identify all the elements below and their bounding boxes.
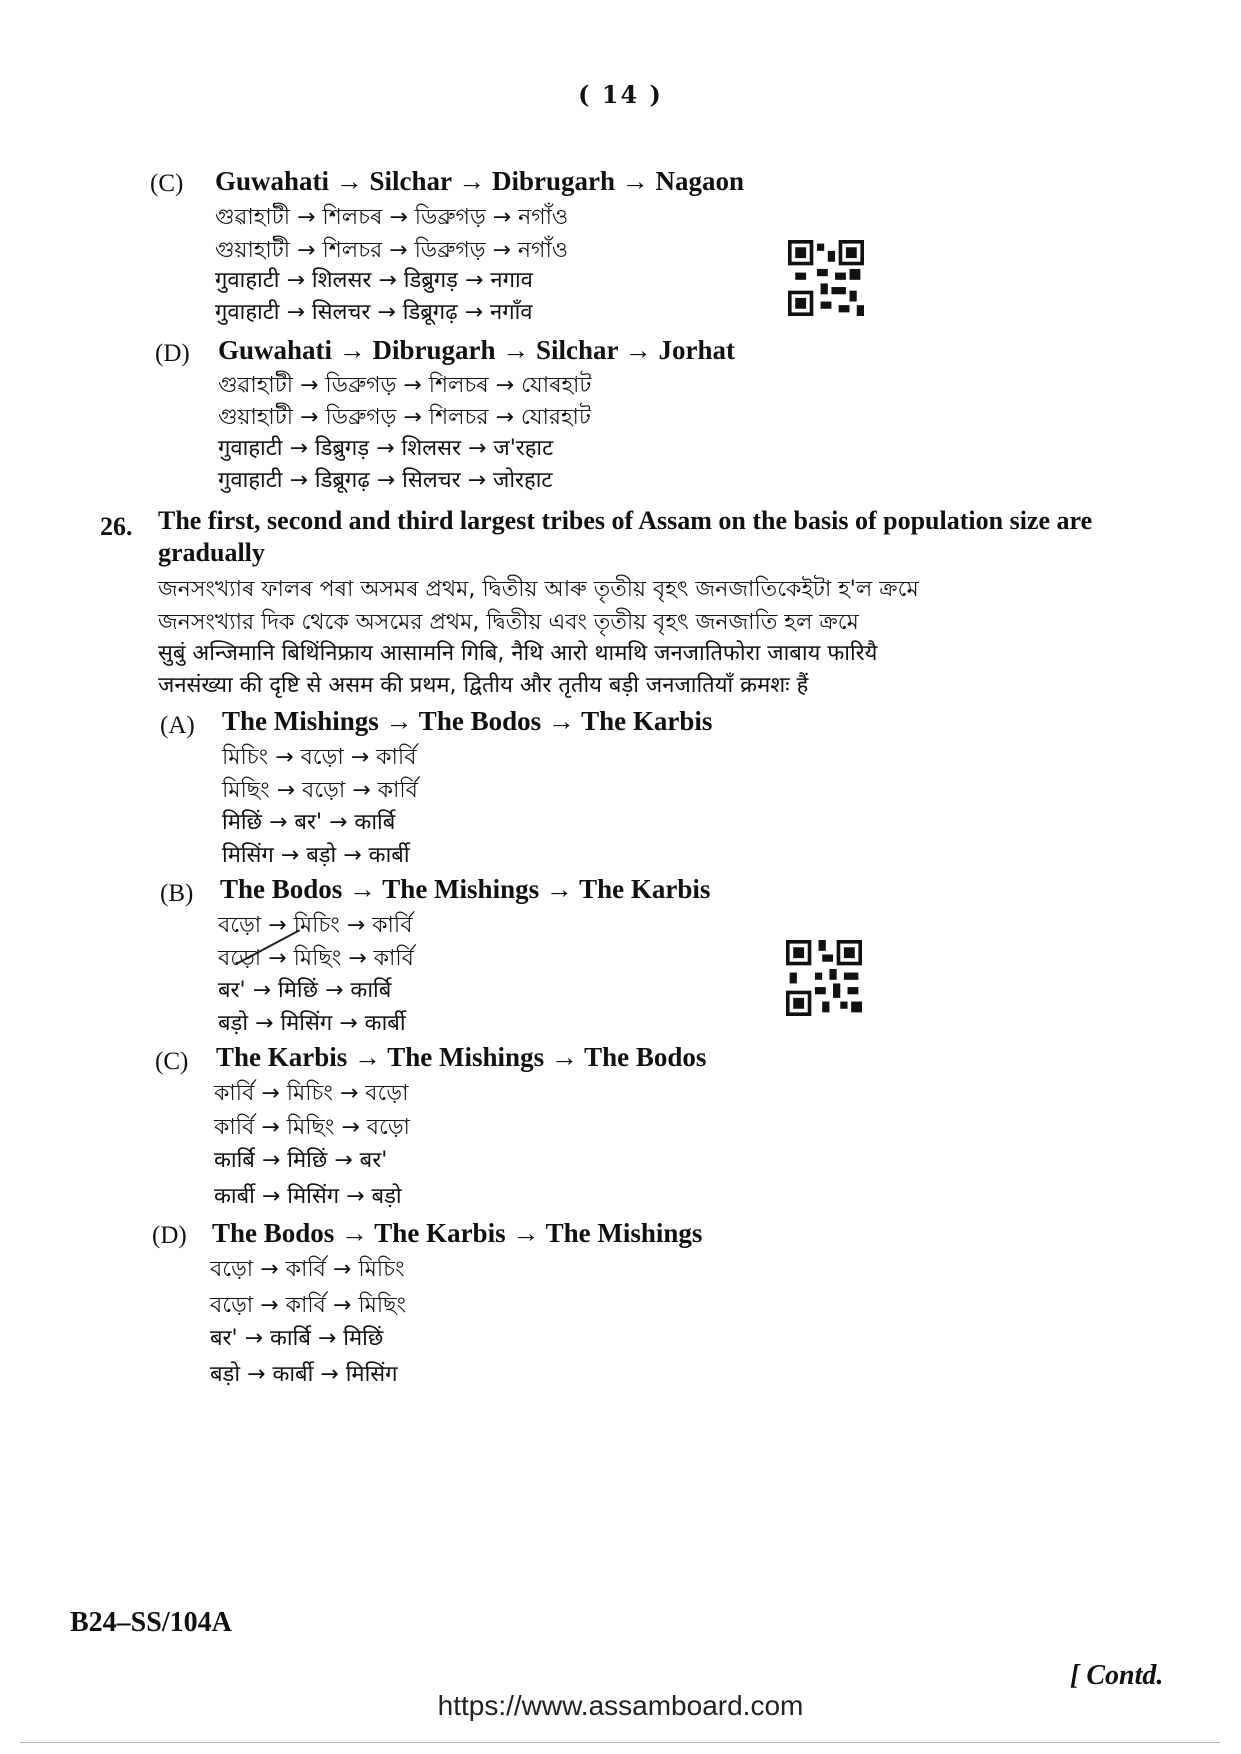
option-translation: বড়ো → মিচিং → কাৰ্বি [218, 913, 413, 938]
option-translation: कार्बि → मिछिं → बर' [214, 1148, 388, 1173]
question-translation: जनसंख्या की दृष्टि से असम की प्रथम, द्वितीय और तृतीय बड़ी जनजातियाँ क्रमशः हैं [158, 673, 809, 698]
option-translation: मिसिंग → बड़ो → कार्बी [222, 843, 410, 868]
option-translation: কার্বি → মিছিং → বড়ো [214, 1115, 410, 1140]
option-translation: बड़ो → मिसिंग → कार्बी [218, 1011, 406, 1036]
qr-code-icon [788, 240, 864, 316]
option-translation: गुवाहाटी → सिलचर → डिब्रूगढ़ → नगाँव [215, 300, 533, 325]
continued-label: [ Contd. [1070, 1660, 1164, 1691]
question-translation: জনসংখ্যাৰ ফালৰ পৰা অসমৰ প্ৰথম, দ্বিতীয় আৰু তৃতীয় বৃহৎ জনজাতিকেইটা হ'ল ক্ৰমে [158, 577, 919, 602]
option-translation: বড়ো → কাৰ্বি → মিচিং [210, 1257, 405, 1282]
option-translation: গুয়াহাটী → শিলচর → ডিব্রুগড় → নগাঁও [215, 238, 569, 263]
option-translation: মিছিং → বড়ো → কার্বি [222, 778, 418, 803]
option-english: The Bodos → The Karbis → The Mishings [212, 1218, 703, 1248]
option-label: (A) [160, 712, 195, 739]
source-url: https://www.assamboard.com [437, 1690, 804, 1721]
option-label: (D) [152, 1222, 187, 1249]
option-translation: গুৱাহাটী → শিলচৰ → ডিব্ৰুগড় → নগাঁও [215, 205, 569, 230]
option-translation: बर' → मिछिं → कार्बि [218, 978, 392, 1003]
option-translation: कार्बी → मिसिंग → बड़ो [214, 1184, 402, 1209]
question-text: The first, second and third largest tribes of Assam on the basis of population size are gradually [158, 506, 1093, 567]
page-number: ( 14 ) [578, 80, 663, 109]
option-english: The Mishings → The Bodos → The Karbis [222, 706, 713, 736]
option-translation: गुवाहाटी → डिब्रूगढ़ → सिलचर → जोरहाट [218, 468, 553, 493]
option-english: Guwahati → Silchar → Dibrugarh → Nagaon [215, 166, 745, 196]
option-translation: মিচিং → বড়ো → কাৰ্বি [222, 745, 417, 770]
question-translation: জনসংখ্যার দিক থেকে অসমের প্রথম, দ্বিতীয় এবং তৃতীয় বৃহৎ জনজাতি হল ক্রমে [158, 610, 859, 635]
paper-code: B24–SS/104A [70, 1607, 232, 1638]
option-english: The Karbis → The Mishings → The Bodos [216, 1042, 707, 1072]
option-translation: गुवाहाटी → डिब्रुगड़ → शिलसर → ज'रहाट [218, 436, 554, 461]
option-translation: बड़ो → कार्बी → मिसिंग [210, 1362, 398, 1387]
option-label: (C) [150, 170, 184, 197]
option-translation: गुवाहाटी → शिलसर → डिब्रुगड़ → नगाव [215, 268, 533, 293]
option-translation: গুয়াহাটী → ডিব্রুগড় → শিলচর → যোরহাট [218, 405, 591, 430]
option-translation: কাৰ্বি → মিচিং → বড়ো [214, 1081, 409, 1106]
option-label: (B) [160, 880, 194, 907]
option-translation: बर' → कार्बि → मिछिं [210, 1326, 384, 1351]
option-english: Guwahati → Dibrugarh → Silchar → Jorhat [218, 335, 736, 365]
footer-divider [20, 1742, 1220, 1743]
option-translation: मिछिं → बर' → कार्बि [222, 810, 396, 835]
option-label: (C) [155, 1048, 189, 1075]
question-translation: सुबुं अन्जिमानि बिथिंनिफ्राय आसामनि गिबि, नैथि आरो थामथि जनजातिफोरा जाबाय फारियै [158, 641, 878, 666]
question-number: 26. [100, 512, 133, 541]
option-label: (D) [155, 340, 190, 367]
option-translation: বড়ো → কার্বি → মিছিং [210, 1293, 406, 1318]
qr-code-icon [786, 940, 862, 1016]
option-translation: বড়ো → মিছিং → কার্বি [218, 946, 414, 971]
option-translation: গুৱাহাটী → ডিব্ৰুগড় → শিলচৰ → যোৰহাট [218, 373, 592, 398]
option-english: The Bodos → The Mishings → The Karbis [220, 874, 711, 904]
